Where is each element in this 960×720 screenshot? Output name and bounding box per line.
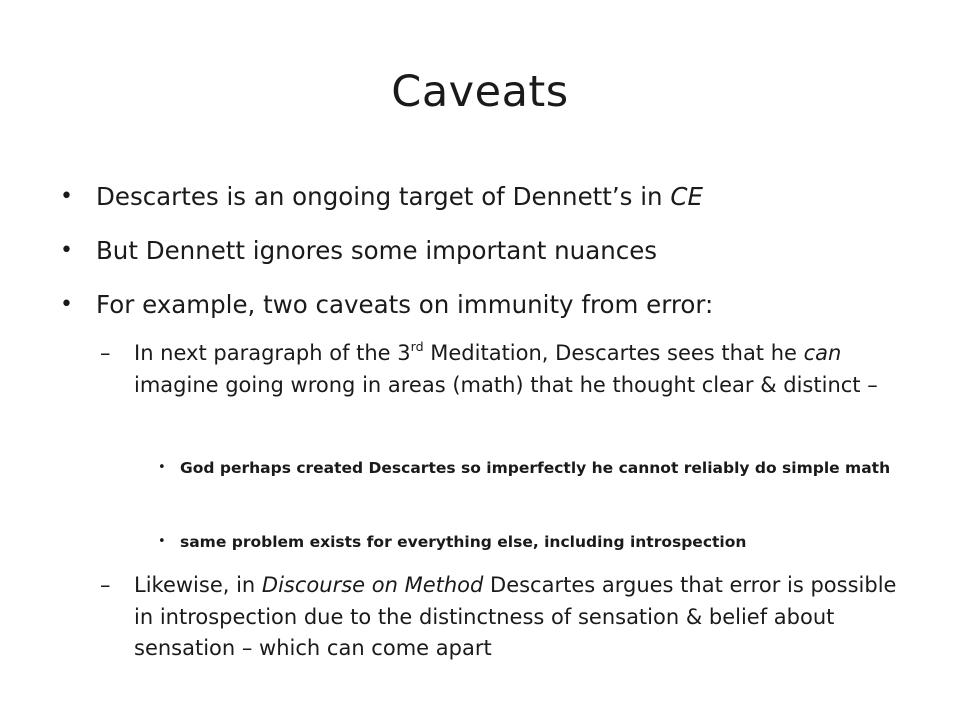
sub-sub-bullet-same-problem	[158, 530, 900, 554]
sub-sub-bullet-text: same problem exists for everything else, including introspection	[180, 533, 747, 551]
sub-bullet-italic-text: can	[803, 341, 842, 365]
bullet-icon: •	[60, 292, 73, 317]
bullet-icon: •	[60, 184, 73, 209]
dash-icon: –	[100, 573, 111, 597]
slide-title: Caveats	[391, 67, 569, 117]
bullet-icon: •	[158, 534, 166, 549]
sub-bullet-italic-text: Discourse on Method	[261, 573, 484, 597]
sub-bullet-discourse	[100, 570, 914, 665]
bullet-icon: •	[60, 238, 73, 263]
sub-sub-bullet-text: God perhaps created Descartes so imperfectly he cannot reliably do simple math	[180, 459, 891, 477]
bullet-text: For example, two caveats on immunity from error:	[96, 290, 714, 319]
sub-bullet-text: In next paragraph of the 3	[134, 341, 411, 365]
bullet-text: Descartes is an ongoing target of Dennett’s in	[96, 182, 671, 211]
bullet-text: But Dennett ignores some important nuances	[96, 236, 658, 265]
sub-bullet-text: Likewise, in	[134, 573, 262, 597]
dash-icon: –	[100, 341, 111, 365]
bullet-descartes-target	[60, 180, 703, 214]
bullet-two-caveats	[60, 288, 714, 322]
bullet-icon: •	[158, 460, 166, 475]
bullet-italic-text: CE	[670, 182, 703, 211]
sub-bullet-third-meditation	[100, 338, 914, 401]
bullet-dennett-ignores	[60, 234, 658, 268]
sub-bullet-text: Meditation, Descartes sees that he	[423, 341, 804, 365]
sub-bullet-text: imagine going wrong in areas (math) that he thought clear & distinct –	[134, 372, 878, 397]
sub-bullet-text: Descartes argues that error is possible in introspection due to the distinctness of sensation & belief about sensation – which can come apart	[134, 573, 897, 660]
sub-sub-bullet-god	[158, 456, 900, 480]
superscript-text: rd	[410, 339, 424, 355]
